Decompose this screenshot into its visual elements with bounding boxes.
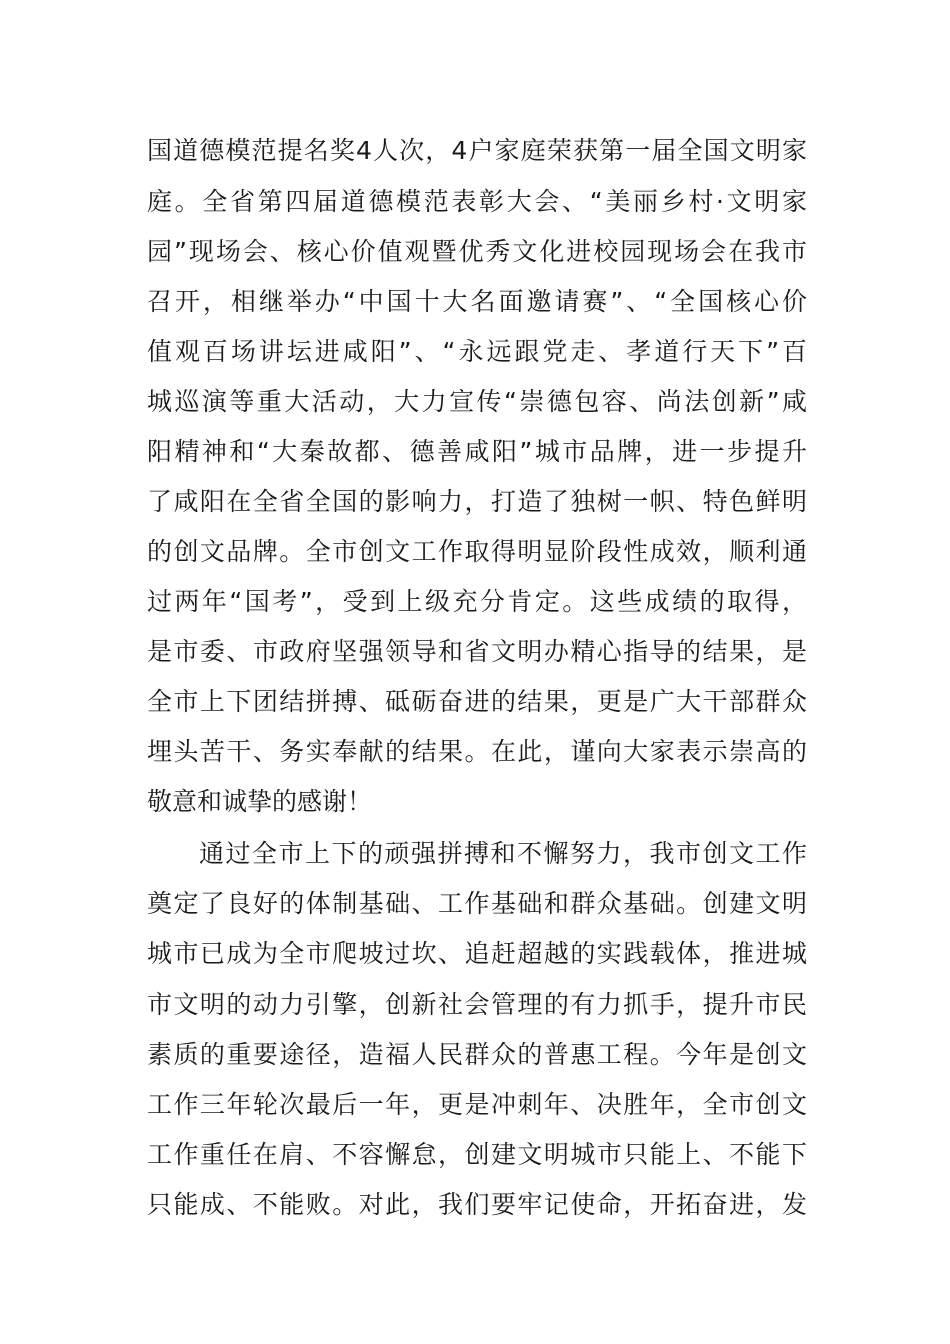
paragraph-1-line: 敬意和诚挚的感谢！ [147,787,373,816]
paragraph-2-line: 通过全市上下的顽强拼搏和不懈努力，我市创文工作 [199,839,807,868]
paragraph-1-line: 国道德模范提名奖4人次，4户家庭荣获第一届全国文明家 [147,136,807,165]
paragraph-1-line: 城巡演等重大活动，大力宣传“崇德包容、尚法创新”咸 [147,387,807,416]
paragraph-1-line: 全市上下团结拼搏、砥砺奋进的结果，更是广大干部群众 [147,687,807,716]
paragraph-2-line: 只能成、不能败。对此，我们要牢记使命，开拓奋进，发 [147,1190,807,1219]
paragraph-2-line: 市文明的动力引擎，创新社会管理的有力抓手，提升市民 [147,990,807,1019]
paragraph-1-line: 过两年“国考”，受到上级充分肯定。这些成绩的取得， [147,587,807,616]
paragraph-2-line: 工作三年轮次最后一年，更是冲刺年、决胜年，全市创文 [147,1090,807,1119]
paragraph-2-line: 素质的重要途径，造福人民群众的普惠工程。今年是创文 [147,1040,807,1069]
paragraph-2-line: 城市已成为全市爬坡过坎、追赶超越的实践载体，推进城 [147,939,807,968]
paragraph-2-line: 工作重任在肩、不容懈怠，创建文明城市只能上、不能下 [147,1140,807,1169]
paragraph-1-line: 是市委、市政府坚强领导和省文明办精心指导的结果，是 [147,637,807,666]
paragraph-1-line: 的创文品牌。全市创文工作取得明显阶段性成效，顺利通 [147,537,807,566]
paragraph-1-line: 园”现场会、核心价值观暨优秀文化进校园现场会在我市 [147,237,807,266]
paragraph-1-line: 召开，相继举办“中国十大名面邀请赛”、“全国核心价 [147,287,807,316]
paragraph-1-line: 阳精神和“大秦故都、德善咸阳”城市品牌，进一步提升 [147,437,807,466]
paragraph-1-line: 埋头苦干、务实奉献的结果。在此，谨向大家表示崇高的 [147,737,807,766]
paragraph-1-line: 了咸阳在全省全国的影响力，打造了独树一帜、特色鲜明 [147,487,807,516]
paragraph-1-line: 庭。全省第四届道德模范表彰大会、“美丽乡村·文明家 [147,187,807,216]
paragraph-1-line: 值观百场讲坛进咸阳”、“永远跟党走、孝道行天下”百 [147,337,807,366]
paragraph-2-line: 奠定了良好的体制基础、工作基础和群众基础。创建文明 [147,889,807,918]
